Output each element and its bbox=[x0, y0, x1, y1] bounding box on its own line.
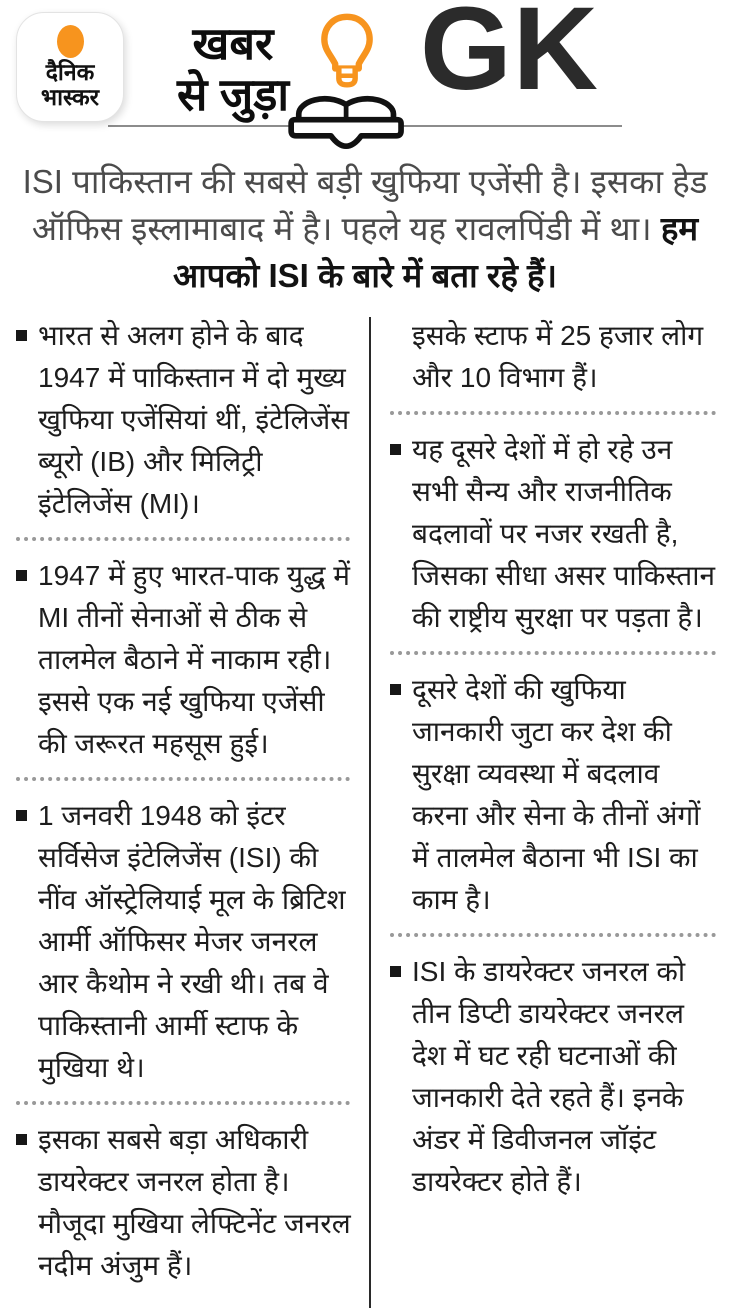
left-column bbox=[0, 313, 370, 1308]
tagline bbox=[142, 18, 324, 120]
list-item bbox=[16, 1119, 352, 1287]
logo-line2: भास्कर bbox=[40, 84, 100, 110]
column-divider-line bbox=[369, 317, 371, 1308]
square-bullet-icon bbox=[16, 1134, 27, 1145]
list-item-text: 1 जनवरी 1948 को इंटर सर्विसेज इंटेलिजेंस (ISI) की नींव ऑस्ट्रेलियाई मूल के ब्रिटिश आर्मी ऑफिसर मेजर जनरल आर कैथोम ने रखी थी। तब वे पाकिस्तानी आर्मी स्टाफ के मुखिया थे। bbox=[38, 800, 346, 1083]
list-item-text: ISI के डायरेक्टर जनरल को तीन डिप्टी डायरेक्टर जनरल देश में घट रही घटनाओं की जानकारी देते रहते हैं। इनके अंडर में डिवीजनल जॉइंट डायरेक्टर होते हैं। bbox=[412, 956, 686, 1197]
logo-text bbox=[41, 60, 99, 110]
dotted-separator bbox=[390, 933, 716, 937]
dainik-bhaskar-logo bbox=[16, 12, 124, 122]
list-item bbox=[390, 429, 718, 639]
square-bullet-icon bbox=[16, 570, 27, 581]
square-bullet-icon bbox=[390, 444, 401, 455]
list-item-text: भारत से अलग होने के बाद 1947 में पाकिस्तान में दो मुख्य खुफिया एजेंसियां थीं, इंटेलिजेंस ब्यूरो (IB) और मिलिट्री इंटेलिजेंस (MI)। bbox=[38, 320, 350, 519]
right-column bbox=[370, 313, 730, 1308]
logo-line1: दैनिक bbox=[45, 59, 95, 85]
square-bullet-icon bbox=[16, 810, 27, 821]
list-item bbox=[16, 315, 352, 525]
intro-paragraph bbox=[0, 150, 730, 299]
square-bullet-icon bbox=[390, 684, 401, 695]
dotted-separator bbox=[16, 1101, 350, 1105]
list-item-text: इसके स्टाफ में 25 हजार लोग और 10 विभाग हैं। bbox=[412, 320, 704, 393]
intro-bold-text: हम आपको ISI के बारे में बता रहे हैं। bbox=[172, 210, 699, 294]
sun-dot-icon bbox=[57, 25, 84, 58]
dotted-separator bbox=[16, 537, 350, 541]
list-item-text: यह दूसरे देशों में हो रहे उन सभी सैन्य और राजनीतिक बदलावों पर नजर रखती है, जिसका सीधा असर पाकिस्तान की राष्ट्रीय सुरक्षा पर पड़ता है। bbox=[412, 434, 716, 633]
list-item bbox=[390, 315, 718, 399]
list-item bbox=[16, 555, 352, 765]
list-item-text: इसका सबसे बड़ा अधिकारी डायरेक्टर जनरल होता है। मौजूदा मुखिया लेफ्टिनेंट जनरल नदीम अंजुम हैं। bbox=[38, 1124, 351, 1281]
content-columns bbox=[0, 313, 730, 1308]
dotted-separator bbox=[16, 777, 350, 781]
dotted-separator bbox=[390, 651, 716, 655]
list-item bbox=[390, 951, 718, 1203]
header bbox=[0, 0, 730, 150]
square-bullet-icon bbox=[390, 966, 401, 977]
intro-regular-text: ISI पाकिस्तान की सबसे बड़ी खुफिया एजेंसी है। इसका हेड ऑफिस इस्लामाबाद में है। पहले यह रावलपिंडी में था। bbox=[22, 163, 708, 247]
tagline-line2: से जुड़ा bbox=[176, 69, 290, 120]
list-item-text: 1947 में हुए भारत-पाक युद्ध में MI तीनों सेनाओं से ठीक से तालमेल बैठाने में नाकाम रही। इससे एक नई खुफिया एजेंसी की जरूरत महसूस हुई। bbox=[38, 560, 350, 759]
page-title: GK bbox=[420, 0, 599, 115]
list-item bbox=[16, 795, 352, 1089]
square-bullet-icon bbox=[16, 330, 27, 341]
list-item-text: दूसरे देशों की खुफिया जानकारी जुटा कर देश की सुरक्षा व्यवस्था में बदलाव करना और सेना के तीनों अंगों में तालमेल बैठाना भी ISI का काम है। bbox=[412, 674, 701, 915]
dotted-separator bbox=[390, 411, 716, 415]
tagline-line1: खबर bbox=[192, 18, 274, 69]
list-item bbox=[390, 669, 718, 921]
